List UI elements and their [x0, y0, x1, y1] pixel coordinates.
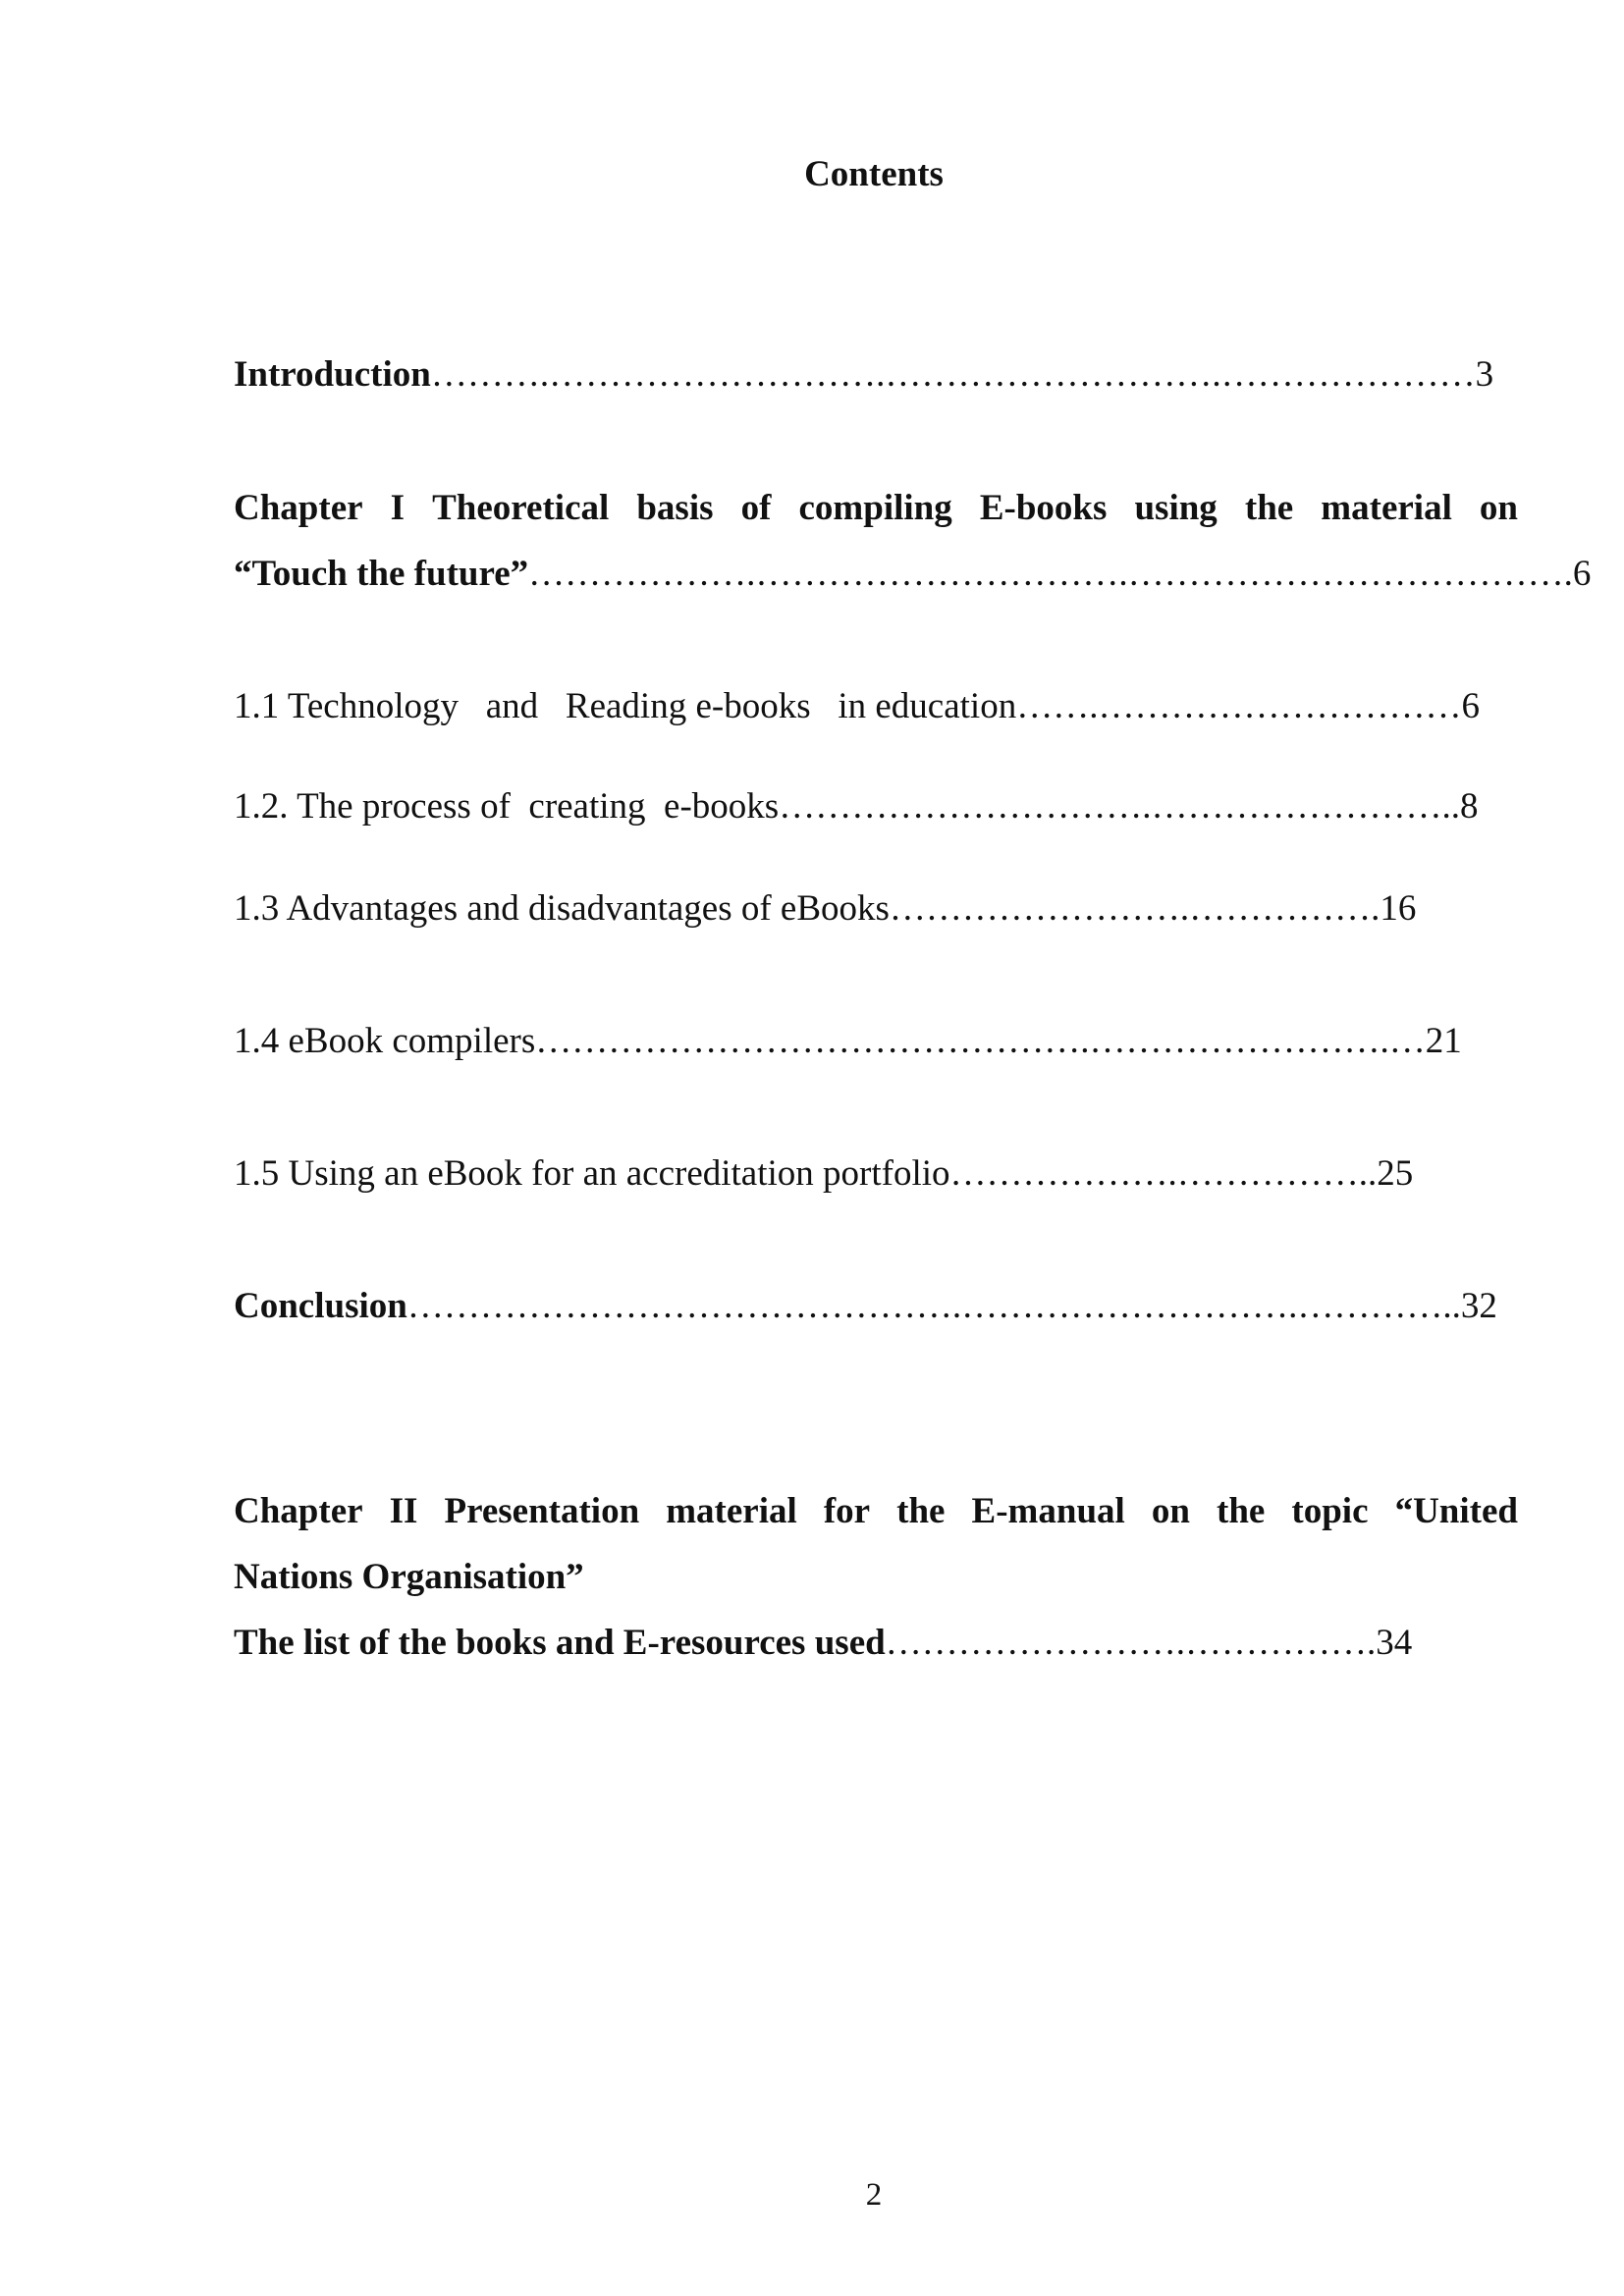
toc-label: “Touch the future”	[234, 554, 529, 594]
toc-leader-dots: …………………….…………….	[889, 888, 1380, 929]
toc-page-number: 6	[1461, 686, 1480, 726]
toc-page-number: 6	[1572, 554, 1592, 594]
word: material	[1321, 488, 1452, 528]
word: the	[1217, 1491, 1266, 1531]
toc-leader-dots: ………………………….……………………..	[779, 786, 1460, 827]
word: topic	[1291, 1491, 1369, 1531]
chapter-1-heading-line	[234, 475, 1518, 541]
toc-entry-1-5	[234, 1141, 1518, 1206]
toc-leader-dots: ……………………………………….…………………….…	[535, 1021, 1426, 1061]
word: Theoretical	[432, 488, 610, 528]
toc-label: 1.5 Using an eBook for an accreditation portfolio	[234, 1153, 950, 1194]
toc-entry-introduction	[234, 342, 1518, 407]
chapter-2-second-line: Nations Organisation”	[234, 1557, 584, 1597]
toc-entry-chapter-1	[234, 475, 1592, 607]
toc-leader-dots: …….…………………………	[1016, 686, 1462, 726]
toc-entry-1-2	[234, 774, 1518, 839]
word: Chapter	[234, 1491, 363, 1531]
toc-entry-1-3	[234, 876, 1518, 941]
toc-entry-books-resources	[234, 1610, 1518, 1676]
toc-leader-dots: ……………………………………….……………………….…………..	[406, 1286, 1461, 1326]
word: on	[1151, 1491, 1190, 1531]
toc-page-number: 25	[1377, 1153, 1414, 1194]
page-number: 2	[865, 2177, 883, 2213]
toc-page-number: 34	[1376, 1623, 1413, 1663]
toc-label: Introduction	[234, 354, 431, 395]
word: “United	[1394, 1491, 1518, 1531]
word: E-books	[979, 488, 1108, 528]
page-title: Contents	[804, 154, 944, 194]
toc-page-number: 8	[1459, 786, 1479, 827]
toc-entry-1-4	[234, 1008, 1518, 1074]
chapter-1-second-line	[234, 541, 1592, 607]
toc-label: The list of the books and E-resources used	[234, 1623, 886, 1663]
word: Chapter	[234, 488, 363, 528]
word: E-manual	[971, 1491, 1125, 1531]
word: using	[1134, 488, 1218, 528]
word: on	[1479, 488, 1518, 528]
word: II	[389, 1491, 418, 1531]
toc-page-number: 3	[1475, 354, 1494, 395]
toc-page-number: 21	[1425, 1021, 1462, 1061]
toc-label: 1.4 eBook compilers	[234, 1021, 536, 1061]
toc-leader-dots: ……………….……………..	[949, 1153, 1378, 1194]
toc-page-number: 32	[1460, 1286, 1497, 1326]
word: compiling	[798, 488, 952, 528]
toc-entry-chapter-2	[234, 1478, 1518, 1676]
word: Presentation	[444, 1491, 640, 1531]
toc-label: 1.3 Advantages and disadvantages of eBooks	[234, 888, 890, 929]
toc-leader-dots: ……….……………………….……………………….…………………	[430, 354, 1476, 395]
toc-label: 1.2. The process of creating e-books	[234, 786, 780, 827]
word: of	[740, 488, 772, 528]
toc-entry-1-1	[234, 673, 1518, 739]
word: the	[1244, 488, 1294, 528]
toc-label: Conclusion	[234, 1286, 407, 1326]
word: material	[666, 1491, 797, 1531]
toc-label: 1.1 Technology and Reading e-books in education	[234, 686, 1017, 726]
toc-leader-dots: ……………….………………………….……………………………….	[528, 554, 1573, 594]
word: for	[823, 1491, 871, 1531]
word: basis	[636, 488, 714, 528]
chapter-2-heading-line	[234, 1478, 1518, 1544]
word: I	[390, 488, 406, 528]
word: the	[896, 1491, 946, 1531]
toc-page-number: 16	[1380, 888, 1417, 929]
toc-entry-conclusion	[234, 1273, 1518, 1339]
toc-leader-dots: …………………….…………….	[885, 1623, 1377, 1663]
